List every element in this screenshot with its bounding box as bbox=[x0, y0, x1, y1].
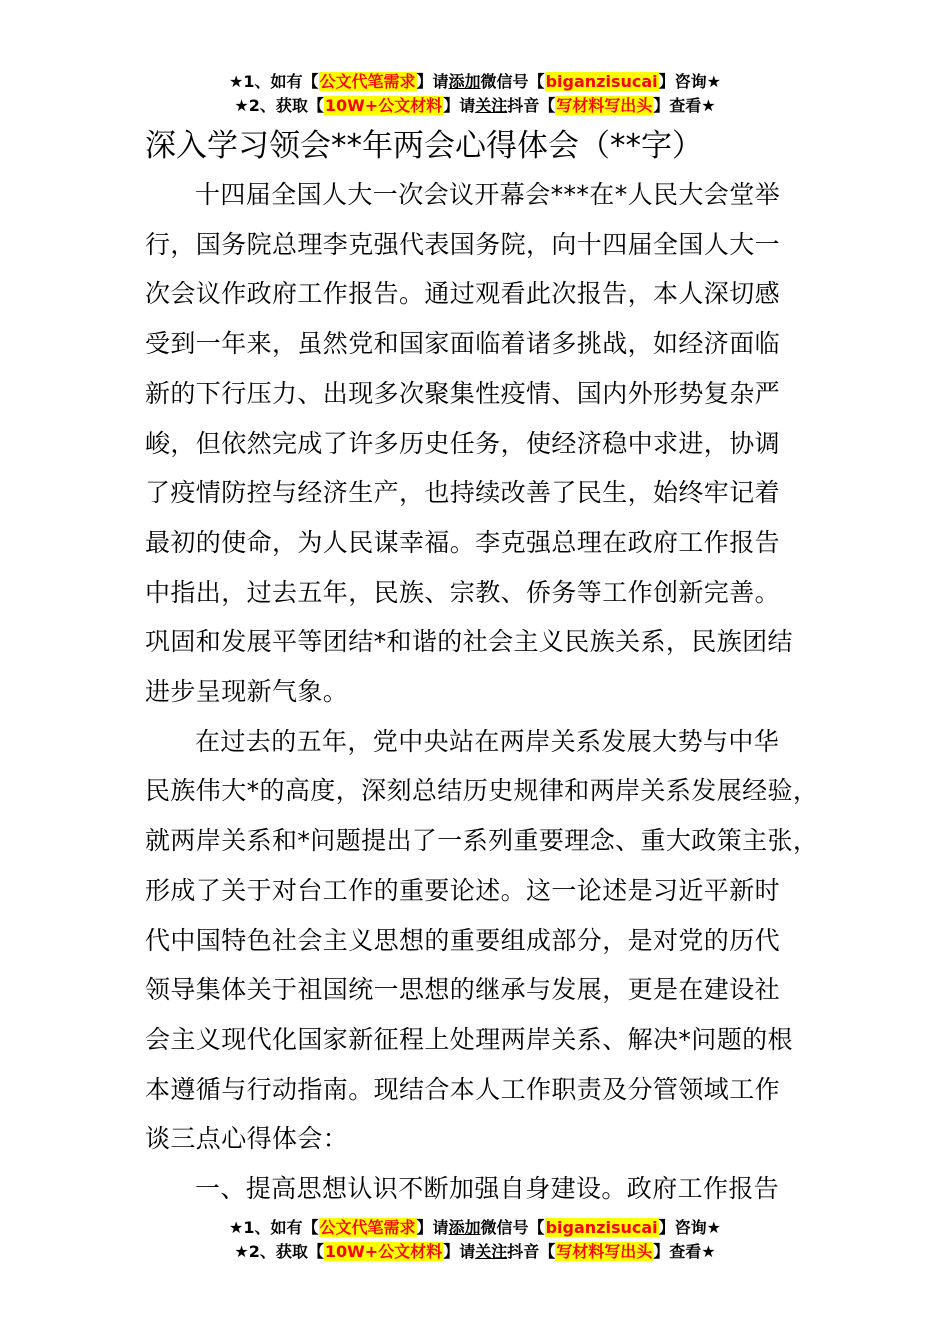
highlight-materials: 10W+公文材料 bbox=[324, 96, 443, 115]
text-line: 峻，但依然完成了许多历史任务，使经济稳中求进，协调 bbox=[145, 428, 781, 458]
text-line: 中指出，过去五年，民族、宗教、侨务等工作创新完善。 bbox=[145, 577, 781, 607]
text-line: 会主义现代化国家新征程上处理两岸关系、解决*问题的根 bbox=[145, 1024, 793, 1054]
text-line: 进步呈现新气象。 bbox=[145, 677, 349, 707]
text-line: 十四届全国人大一次会议开幕会***在*人民大会堂举 bbox=[195, 180, 781, 209]
text-line: 最初的使命，为人民谋幸福。李克强总理在政府工作报告 bbox=[145, 527, 781, 557]
banner-line-2: ★2、获取【10W+公文材料】请关注抖音【写材料写出头】查看★ bbox=[234, 96, 716, 115]
text-line: 领导集体关于祖国统一思想的继承与发展，更是在建设社 bbox=[145, 975, 781, 1005]
text-line: 代中国特色社会主义思想的重要组成部分，是对党的历代 bbox=[145, 925, 781, 955]
header-banner bbox=[0, 70, 950, 118]
document-body bbox=[145, 170, 825, 1214]
text-line: 谈三点心得体会： bbox=[145, 1124, 349, 1154]
text-line: 民族伟大*的高度，深刻总结历史规律和两岸关系发展经验， bbox=[145, 776, 819, 806]
text-line: 了疫情防控与经济生产，也持续改善了民生，始终牢记着 bbox=[145, 478, 781, 508]
highlight-materials: 10W+公文材料 bbox=[324, 1242, 443, 1261]
highlight-service: 公文代笔需求 bbox=[319, 72, 416, 91]
text-line: 一、提高思想认识不断加强自身建设。政府工作报告 bbox=[195, 1174, 780, 1204]
text-line: 新的下行压力、出现多次聚集性疫情、国内外形势复杂严 bbox=[145, 378, 781, 408]
text-line: 巩固和发展平等团结*和谐的社会主义民族关系，民族团结 bbox=[145, 627, 793, 657]
paragraph-1 bbox=[145, 170, 825, 717]
highlight-wechat-id: biganzisucai bbox=[545, 1218, 658, 1237]
banner-line-2: ★2、获取【10W+公文材料】请关注抖音【写材料写出头】查看★ bbox=[234, 1242, 716, 1261]
paragraph-2 bbox=[145, 717, 825, 1164]
highlight-douyin-id: 写材料写出头 bbox=[556, 1242, 653, 1261]
highlight-douyin-id: 写材料写出头 bbox=[556, 96, 653, 115]
text-line: 次会议作政府工作报告。通过观看此次报告，本人深切感 bbox=[145, 279, 781, 309]
text-line: 在过去的五年，党中央站在两岸关系发展大势与中华 bbox=[195, 726, 780, 756]
text-line: 行，国务院总理李克强代表国务院，向十四届全国人大一 bbox=[145, 229, 781, 259]
text-line: 形成了关于对台工作的重要论述。这一论述是习近平新时 bbox=[145, 875, 781, 905]
highlight-wechat-id: biganzisucai bbox=[545, 72, 658, 91]
text-line: 就两岸关系和*问题提出了一系列重要理念、重大政策主张， bbox=[145, 826, 819, 856]
document-title: 深入学习领会**年两会心得体会（**字） bbox=[145, 128, 703, 164]
footer-banner bbox=[0, 1216, 950, 1264]
text-line: 受到一年来，虽然党和国家面临着诸多挑战，如经济面临 bbox=[145, 329, 781, 359]
banner-line-1: ★1、如有【公文代笔需求】请添加微信号【biganzisucai】咨询★ bbox=[229, 72, 721, 91]
banner-line-1: ★1、如有【公文代笔需求】请添加微信号【biganzisucai】咨询★ bbox=[229, 1218, 721, 1237]
paragraph-3 bbox=[145, 1164, 825, 1214]
text-line: 本遵循与行动指南。现结合本人工作职责及分管领域工作 bbox=[145, 1074, 781, 1104]
highlight-service: 公文代笔需求 bbox=[319, 1218, 416, 1237]
